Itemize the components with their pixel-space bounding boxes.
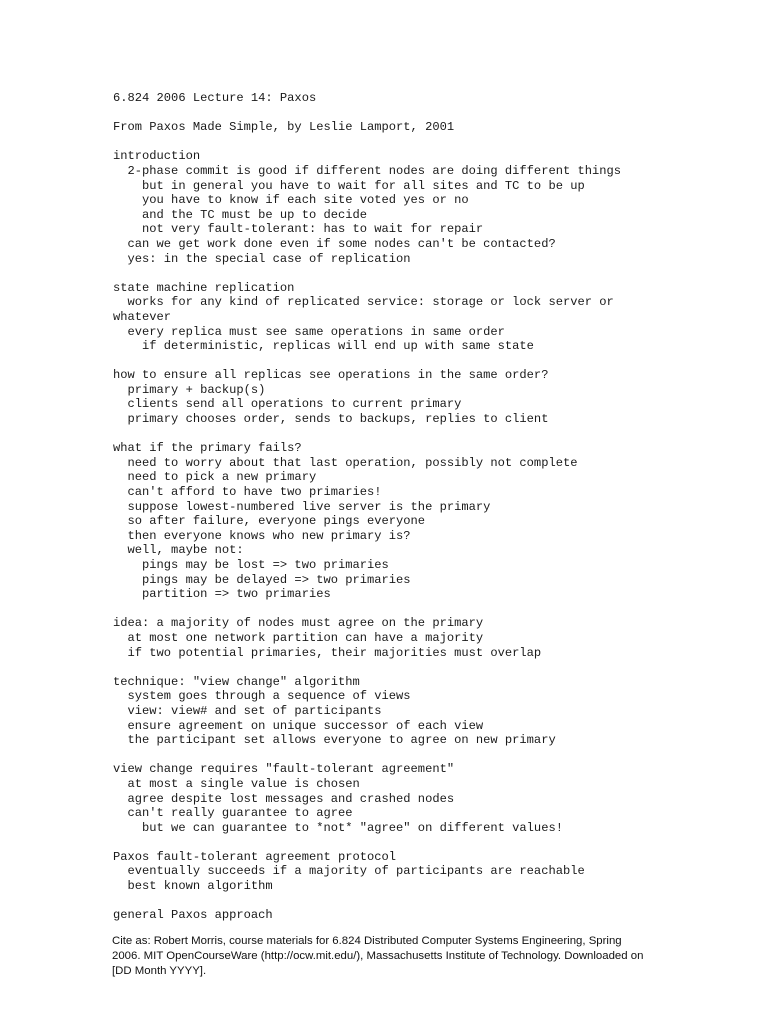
- text-line: at most a single value is chosen: [113, 776, 360, 791]
- text-line: primary + backup(s): [113, 382, 266, 397]
- blank-line: [113, 427, 753, 442]
- text-line: well, maybe not:: [113, 543, 244, 558]
- text-line: whatever: [113, 309, 172, 324]
- blank-line: [113, 835, 753, 850]
- text-line: system goes through a sequence of views: [113, 689, 411, 704]
- text-line: 6.824 2006 Lecture 14: Paxos: [113, 91, 317, 105]
- text-line: not very fault-tolerant: has to wait for repair: [113, 222, 484, 237]
- text-line: view change requires "fault-tolerant agreement": [113, 762, 455, 777]
- blank-line: [113, 660, 753, 675]
- blank-line: [113, 135, 753, 150]
- text-line: what if the primary fails?: [113, 441, 302, 456]
- text-line: then everyone knows who new primary is?: [113, 528, 411, 543]
- text-line: if deterministic, replicas will end up with same state: [113, 339, 534, 354]
- text-line: how to ensure all replicas see operations in the same order?: [113, 368, 549, 383]
- lecture-notes-text: [113, 91, 753, 923]
- text-line: pings may be lost => two primaries: [113, 558, 389, 572]
- text-line: agree despite lost messages and crashed nodes: [113, 791, 455, 806]
- text-line: primary chooses order, sends to backups, replies to client: [113, 412, 549, 427]
- text-line: partition => two primaries: [113, 587, 331, 602]
- text-line: eventually succeeds if a majority of participants are reachable: [113, 864, 585, 879]
- text-line: From Paxos Made Simple, by Leslie Lamport, 2001: [113, 120, 455, 135]
- text-line: can we get work done even if some nodes can't be contacted?: [113, 236, 556, 251]
- text-line: need to pick a new primary: [113, 470, 317, 485]
- text-line: best known algorithm: [113, 879, 273, 894]
- text-line: but we can guarantee to *not* "agree" on different values!: [113, 820, 563, 835]
- text-line: Paxos fault-tolerant agreement protocol: [113, 849, 397, 864]
- text-line: you have to know if each site voted yes or no: [113, 193, 469, 208]
- text-line: ensure agreement on unique successor of each view: [113, 718, 484, 733]
- text-line: can't really guarantee to agree: [113, 806, 353, 821]
- text-line: 2-phase commit is good if different nodes are doing different things: [113, 163, 622, 178]
- text-line: if two potential primaries, their majorities must overlap: [113, 645, 542, 660]
- text-line: yes: in the special case of replication: [113, 251, 411, 266]
- text-line: so after failure, everyone pings everyone: [113, 514, 426, 529]
- text-line: idea: a majority of nodes must agree on the primary: [113, 616, 484, 631]
- text-line: can't afford to have two primaries!: [113, 485, 382, 500]
- text-line: need to worry about that last operation, possibly not complete: [113, 455, 578, 470]
- blank-line: [113, 266, 753, 281]
- text-line: technique: "view change" algorithm: [113, 674, 360, 689]
- blank-line: [113, 748, 753, 763]
- blank-line: [113, 602, 753, 617]
- text-line: suppose lowest-numbered live server is the primary: [113, 499, 491, 514]
- text-line: pings may be delayed => two primaries: [113, 572, 411, 587]
- text-line: and the TC must be up to decide: [113, 207, 368, 222]
- text-line: view: view# and set of participants: [113, 703, 382, 718]
- blank-line: [113, 894, 753, 909]
- text-line: state machine replication: [113, 280, 295, 295]
- text-line: at most one network partition can have a majority: [113, 630, 484, 645]
- text-line: the participant set allows everyone to agree on new primary: [113, 733, 556, 748]
- text-line: but in general you have to wait for all sites and TC to be up: [113, 178, 585, 193]
- text-line: general Paxos approach: [113, 908, 273, 923]
- text-line: every replica must see same operations in same order: [113, 324, 505, 339]
- blank-line: [113, 354, 753, 369]
- text-line: clients send all operations to current primary: [113, 397, 462, 412]
- blank-line: [113, 106, 753, 121]
- citation-footer: Cite as: Robert Morris, course materials for 6.824 Distributed Computer Systems Engineering, Spring 2006. MIT OpenCourseWare (http://ocw.mit.edu/), Massachusetts Institute of Technology. Downloaded on [DD Month YYYY].: [112, 935, 644, 978]
- text-line: works for any kind of replicated service: storage or lock server or: [113, 295, 614, 310]
- text-line: introduction: [113, 149, 201, 164]
